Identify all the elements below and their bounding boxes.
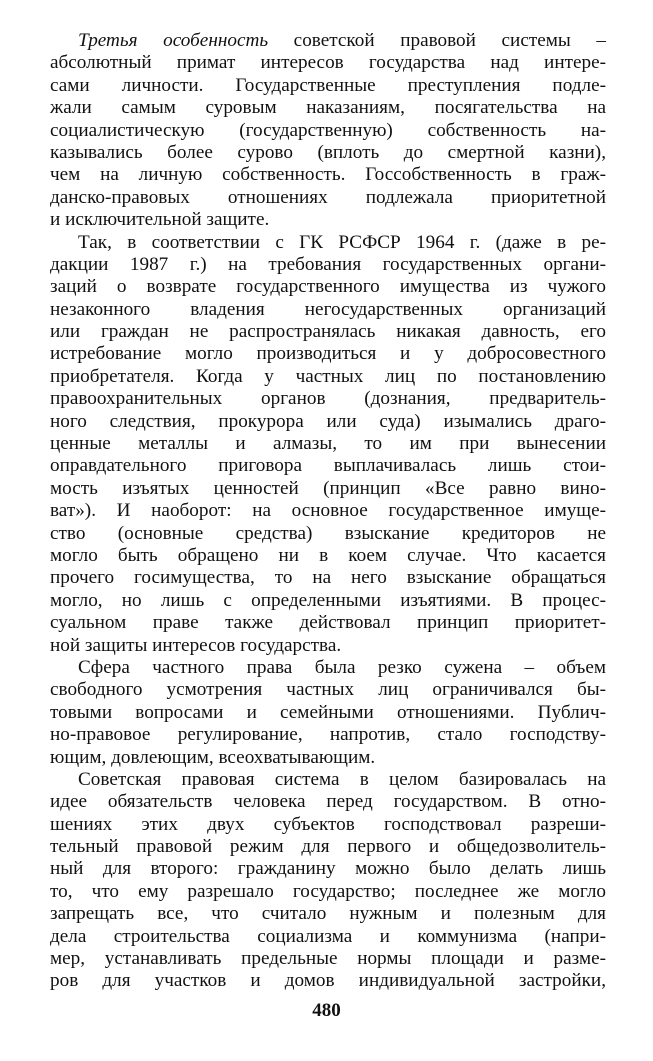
text-line: жали самым суровым наказаниям, посягательства на: [50, 97, 606, 119]
paragraph-4: [50, 769, 606, 993]
text-line: правоохранительных органов (дознания, предваритель-: [50, 388, 606, 410]
text-line: но-правовое регулирование, напротив, стало господству-: [50, 724, 606, 746]
text-line: ной защиты интересов государства.: [50, 634, 342, 656]
text-line: тельный правовой режим для первого и общедозволитель-: [50, 836, 606, 858]
text-line: истребование могло производиться и у добросовестного: [50, 343, 606, 365]
paragraph-2: [50, 232, 606, 657]
text-line: Так, в соответствии с ГК РСФСР 1964 г. (даже в ре-: [78, 231, 606, 253]
text-line: то, что ему разрешало государство; последнее же могло: [50, 880, 606, 902]
text-line: идее обязательств человека перед государством. В отно-: [50, 791, 606, 813]
page-body: [50, 30, 606, 993]
text-line: заций о возврате государственного имущества из чужого: [50, 276, 606, 298]
text-line: прочего госимущества, то на него взыскание обращаться: [50, 567, 606, 589]
emphasis: Третья особенность: [78, 30, 269, 51]
text-line: мость изъятых ценностей (принцип «Все равно вино-: [50, 477, 606, 499]
text-line: и исключительной защите.: [50, 209, 270, 231]
text-line: приобретателя. Когда у частных лиц по постановлению: [50, 365, 606, 387]
text-line: оправдательного приговора выплачивалась лишь стои-: [50, 455, 606, 477]
page-number: 480: [312, 1000, 341, 1021]
text-line: чем на личную собственность. Госсобственность в граж-: [50, 164, 606, 186]
text-line: Советская правовая система в целом базировалась на: [78, 768, 606, 790]
text-line: дакции 1987 г.) на требования государственных органи-: [50, 253, 606, 275]
text-line: незаконного владения негосударственных организаций: [50, 298, 606, 320]
text-line: ного следствия, прокурора или суда) изымались драго-: [50, 410, 606, 432]
text-line: данско-правовых отношениях подлежала приоритетной: [50, 186, 606, 208]
text-line: могло, но лишь с определенными изъятиями. В процес-: [50, 589, 606, 611]
paragraph-3: [50, 657, 606, 769]
text-line: суальном праве также действовал принцип приоритет-: [50, 612, 606, 634]
text-line: свободного усмотрения частных лиц ограничивался бы-: [50, 679, 606, 701]
text-line: или граждан не распространялась никакая давность, его: [50, 321, 606, 343]
text-line: товыми вопросами и семейными отношениями. Публич-: [50, 701, 606, 723]
text-line: социалистическую (государственную) собственность на-: [50, 119, 606, 141]
paragraph-1: [50, 30, 606, 232]
text-line: сами личности. Государственные преступления подле-: [50, 74, 606, 96]
text-line: ство (основные средства) взыскание кредиторов не: [50, 522, 606, 544]
text-line: ров для участков и домов индивидуальной застройки,: [50, 970, 606, 992]
text-line: мер, устанавливать предельные нормы площади и разме-: [50, 948, 606, 970]
text-line: могло быть обращено ни в коем случае. Что касается: [50, 544, 606, 566]
text-line: шениях этих двух субъектов господствовал разреши-: [50, 813, 606, 835]
text-line: ценные металлы и алмазы, то им при вынесении: [50, 433, 606, 455]
text-line: Третья особенность советской правовой системы –: [78, 30, 606, 51]
text-line: запрещать все, что считало нужным и полезным для: [50, 903, 606, 925]
text-line: ющим, довлеющим, всеохватывающим.: [50, 746, 376, 768]
text-line: дела строительства социализма и коммунизма (напри-: [50, 925, 606, 947]
text-line: ват»). И наоборот: на основное государственное имуще-: [50, 500, 606, 522]
text-line: казывались более сурово (вплоть до смертной казни),: [50, 141, 606, 163]
text-line: Сфера частного права была резко сужена – объем: [78, 656, 606, 678]
text-line: ный для второго: гражданину можно было делать лишь: [50, 858, 606, 880]
text-line: абсолютный примат интересов государства над интере-: [50, 52, 606, 74]
